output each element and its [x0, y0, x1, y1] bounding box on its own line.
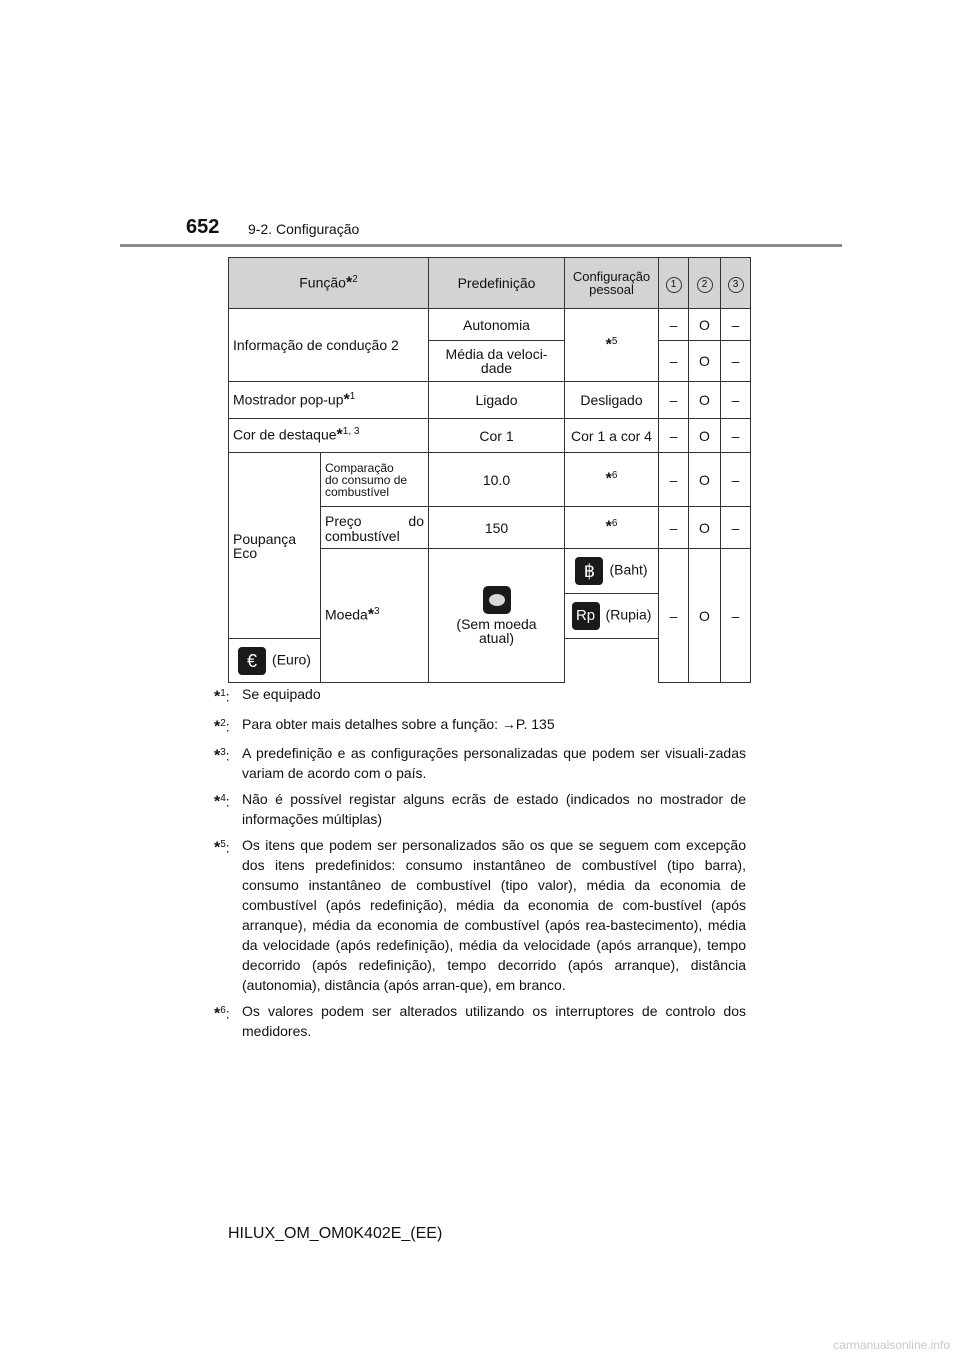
currency-default: (Sem moeda atual) — [429, 549, 565, 683]
no-currency-icon — [483, 586, 511, 614]
driving-info-personal: *$^5$ — [565, 309, 659, 382]
currency-label: Moeda*$^3$ — [321, 549, 429, 683]
header-divider — [120, 244, 842, 247]
popup-label: Mostrador pop-up*$^1$ — [229, 382, 429, 419]
table-row: Cor de destaque*$^{1, 3}$ Cor 1 Cor 1 a cor 4 – O – — [229, 419, 751, 453]
footnote: *$^6$: Os valores podem ser alterados utilizando os interruptores de controlo dos medidores. — [214, 1003, 746, 1040]
driving-info-label: Informação de condução 2 — [229, 309, 429, 382]
euro-icon: € — [238, 647, 266, 675]
col-header-function: Função*$^2$ — [229, 258, 429, 309]
settings-table — [228, 257, 751, 683]
rupiah-icon: Rp — [572, 602, 600, 630]
page-number: 652 — [186, 216, 220, 238]
table-row: Média da veloci- dade – O – — [229, 341, 751, 382]
fuel-compare-label: Comparação do consumo de combustível — [321, 453, 429, 507]
baht-icon: ฿ — [575, 557, 603, 585]
col-header-2: 2 — [689, 258, 721, 309]
table-row: Moeda*$^3$ (Sem moeda atual) ฿ (Baht) – O – — [229, 549, 751, 594]
watermark: carmanualsonline.info — [833, 1338, 950, 1352]
table-row: Poupança Eco Comparação do consumo de combustível 10.0 *$^6$ – O – — [229, 453, 751, 507]
accent-label: Cor de destaque*$^{1, 3}$ — [229, 419, 429, 453]
table-row: Mostrador pop-up*$^1$ Ligado Desligado – O – — [229, 382, 751, 419]
currency-baht: ฿ (Baht) — [565, 549, 659, 594]
col-header-personal: Configuração pessoal — [565, 258, 659, 309]
table-row: Preço do combustível 150 *$^6$ – O – — [229, 507, 751, 549]
table-header-row — [229, 258, 751, 309]
eco-label: Poupança Eco — [229, 453, 321, 639]
footnote: *$^5$: Os itens que podem ser personalizados são os que se seguem com excepção dos itens predefinidos: consumo instantâneo de combustível (tipo barra), consumo instantâneo de combustível (tipo valor), média da economia de combustível (após redefinição), média da economia de com-bustível (após arranque), média da economia de combustível (após rea-bastecimento), média da velocidade (após redefinição), média da velocidade (após arranque), tempo decorrido (após redefinição), tempo decorrido (após arranque), distância (autonomia), distância (após arran-que), em branco. — [214, 837, 746, 994]
col-header-default: Predefinição — [429, 258, 565, 309]
table-row: Informação de condução 2 Autonomia *$^5$ – O – — [229, 309, 751, 341]
col-header-1: 1 — [659, 258, 689, 309]
currency-rupiah: Rp (Rupia) — [565, 594, 659, 639]
currency-euro: € (Euro) — [229, 639, 321, 683]
fuel-price-label: Preço do combustível — [321, 507, 429, 549]
section-title: 9-2. Configuração — [248, 221, 360, 237]
col-header-3: 3 — [721, 258, 751, 309]
footnote: *$^1$: Se equipado — [214, 686, 321, 706]
footnote: *$^4$: Não é possível registar alguns ecrãs de estado (indicados no mostrador de informações múltiplas) — [214, 791, 746, 828]
document-code: HILUX_OM_OM0K402E_(EE) — [228, 1225, 443, 1242]
avg-speed-cell: Média da veloci- dade — [429, 341, 565, 382]
footnote: *$^2$: Para obter mais detalhes sobre a função: →P. 135 — [214, 715, 555, 736]
footnotes — [214, 684, 746, 1047]
footnote: *$^3$: A predefinição e as configurações personalizadas que podem ser visuali-zadas variam de acordo com o país. — [214, 745, 746, 782]
autonomy-cell: Autonomia — [429, 309, 565, 341]
